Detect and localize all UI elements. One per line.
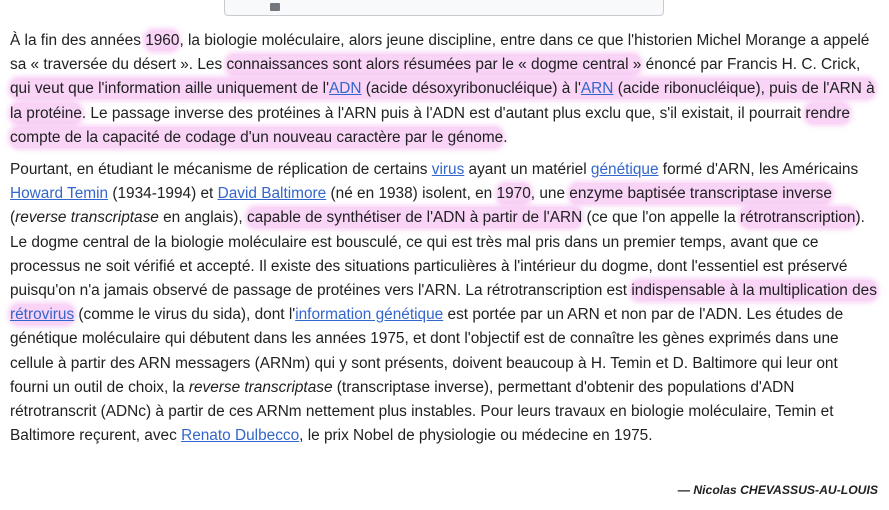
text: , une <box>530 185 570 203</box>
paragraph-1 <box>10 29 878 150</box>
reverse-transcriptase-term: reverse transcriptase <box>15 209 159 227</box>
text: ). Le dogme central de la biologie moléculaire est bousculé, ce qui est très mal pris dans un premier temps, avant que ce processus ne soit vérifié et accepté. Il existe des situations particulières à l'intérieur du dogme, dont l'essentiel est préservé puisqu'on n'a jamais observé de passage de protéines vers l'ARN. La rétrotranscription est <box>10 209 865 300</box>
highlight-capacite-codage: rendre compte de la capacité de codage d'un nouveau caractère par le génome <box>10 104 850 146</box>
text: qui veut que l'information aille uniquement de l' <box>10 80 330 98</box>
link-genetique[interactable]: génétique <box>590 161 659 179</box>
text: est portée par un ARN et non par de l'ADN. Les études de génétique moléculaire qui débutent dans les années 1975, et dont l'objectif est de connaître les gènes exprimés dans une cellule à partir des ARN messagers (ARNm) qui y sont présents, doivent beaucoup à H. Temin et D. Baltimore qui leur ont fourni un outil de choix, la <box>10 306 844 396</box>
highlight-1960: 1960 <box>145 32 180 49</box>
text: ayant un matériel <box>464 161 591 179</box>
top-panel <box>224 0 664 16</box>
text: énoncé par Francis H. C. Crick, <box>641 56 861 74</box>
highlight-capable-synthetiser: capable de synthétiser de l'ADN à partir de l'ARN <box>246 209 583 227</box>
text: formé d'ARN, les Américains <box>658 161 859 179</box>
highlight-retrotranscription: rétrotranscription <box>740 209 856 227</box>
link-virus[interactable]: virus <box>431 161 465 179</box>
reverse-transcriptase-term: reverse transcriptase <box>188 378 333 396</box>
link-information-genetique[interactable]: information génétique <box>295 306 444 324</box>
highlight-1970: 1970 <box>496 185 531 203</box>
text: (acide ribonucléique), puis de l'ARN à la protéine <box>10 80 875 122</box>
text: ( <box>10 209 16 227</box>
link-howard-temin[interactable]: Howard Temin <box>10 185 109 203</box>
link-arn[interactable]: ARN <box>580 80 614 98</box>
text: (comme le virus du sida), dont l' <box>74 306 296 324</box>
article-body <box>10 29 878 456</box>
highlight-dogme-central: connaissances sont alors résumées par le « dogme central » <box>226 56 642 74</box>
text: À la fin des années <box>10 32 146 49</box>
text: (1934-1994) et <box>108 185 218 203</box>
author-signature: — Nicolas CHEVASSUS-AU-LOUIS <box>677 483 878 497</box>
text: , le prix Nobel de physiologie ou médecine en 1975. <box>299 427 653 445</box>
text: (acide désoxyribonucléique) à l' <box>361 80 581 98</box>
link-adn[interactable]: ADN <box>329 80 362 98</box>
text: Pourtant, en étudiant le mécanisme de réplication de certains <box>10 161 432 179</box>
text: (ce que l'on appelle la <box>582 209 741 227</box>
document-icon <box>270 3 280 11</box>
paragraph-2 <box>10 158 878 448</box>
text: . <box>503 128 508 146</box>
highlight-enzyme: enzyme baptisée transcriptase inverse <box>569 185 832 203</box>
link-retrovirus[interactable]: rétrovirus <box>10 306 75 324</box>
text: , la biologie moléculaire, alors jeune discipline, entre dans ce que l'historien Michel Morange a appelé sa « traversée du désert ». Les <box>10 32 870 74</box>
text: (transcriptase inverse), permettant d'obtenir des populations d'ADN rétrotranscrit (ADNc) à partir de ces ARNm nettement plus instables. Pour leurs travaux en biologie moléculaire, Temin et Baltimore reçurent, avec <box>10 378 834 445</box>
text: en anglais), <box>158 209 247 227</box>
text: (né en 1938) isolent, en <box>326 185 497 203</box>
link-renato-dulbecco[interactable]: Renato Dulbecco <box>181 427 300 445</box>
link-david-baltimore[interactable]: David Baltimore <box>217 185 327 203</box>
text: indispensable à la multiplication des <box>631 282 877 300</box>
text: . Le passage inverse des protéines à l'ARN puis à l'ADN est d'autant plus exclu que, s'il existait, il pourrait <box>81 104 806 122</box>
